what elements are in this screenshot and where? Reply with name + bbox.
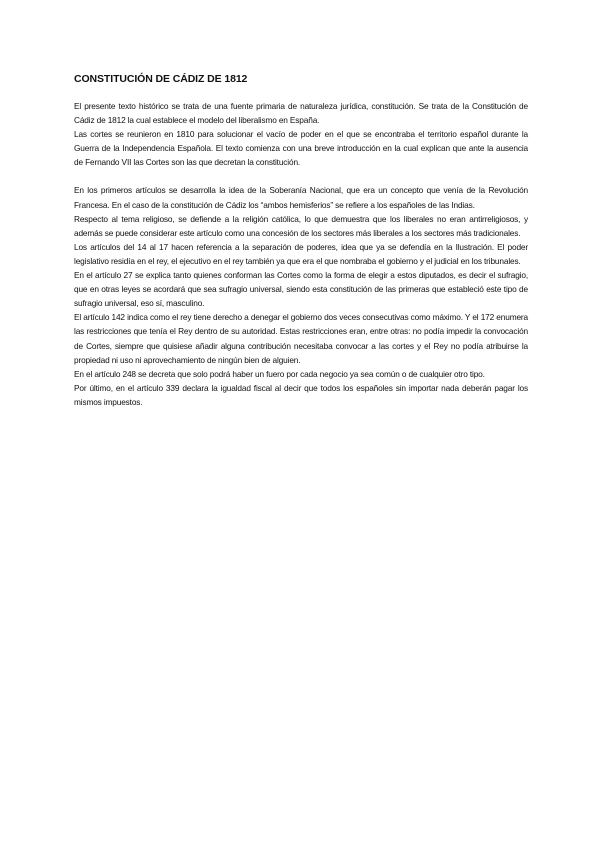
paragraph-articulo-27: En el artículo 27 se explica tanto quienes conforman las Cortes como la forma de elegir a estos diputados, es decir el sufragio, que en otras leyes se acordará que sea sufragio universal, siendo esta constitución de las primeras que estableció este tipo de sufragio universal, eso sí, masculino. bbox=[74, 270, 528, 309]
paragraph-gap bbox=[74, 169, 528, 183]
paragraph-intro-2: Las cortes se reunieron en 1810 para solucionar el vacío de poder en el que se encontraba el territorio español durante la Guerra de la Independencia Española. El texto comienza con una breve introducción en la cual explican que ante la ausencia de Fernando VII las Cortes son las que decretan la constitución. bbox=[74, 129, 528, 168]
paragraph-intro-1: El presente texto histórico se trata de una fuente primaria de naturaleza jurídica, constitución. Se trata de la Constitución de Cádiz de 1812 la cual establece el modelo del liberalismo en España. bbox=[74, 101, 528, 126]
document-title: CONSTITUCIÓN DE CÁDIZ DE 1812 bbox=[74, 73, 248, 85]
paragraph-articulo-142: El artículo 142 indica como el rey tiene derecho a denegar el gobierno dos veces consecutivas como máximo. Y el 172 enumera las restricciones que tenía el Rey dentro de su autoridad. Estas restricciones eran, entre otras: no podía impedir la convocación de Cortes, siempre que quisiese añadir alguna contribución necesitaba convocar a las cortes y el Rey no podía atribuirse la propiedad ni uso ni aprovechamiento de ningún bien de alguien. bbox=[74, 312, 528, 365]
paragraph-separacion-poderes: Los artículos del 14 al 17 hacen referencia a la separación de poderes, idea que ya se defendía en la Ilustración. El poder legislativo residía en el rey, el ejecutivo en el rey también ya que era el que nombraba el gobierno y el judicial en los tribunales. bbox=[74, 241, 528, 266]
document-page bbox=[74, 72, 528, 409]
paragraph-soberania: En los primeros artículos se desarrolla la idea de la Soberanía Nacional, que era un concepto que venía de la Revolución Francesa. En el caso de la constitución de Cádiz los “ambos hemisferios” se refiere a los españoles de las Indias. bbox=[74, 185, 528, 210]
paragraph-articulo-248: En el artículo 248 se decreta que solo podrá haber un fuero por cada negocio ya sea común o de cualquier otro tipo. bbox=[74, 368, 485, 379]
paragraph-religion: Respecto al tema religioso, se defiende a la religión católica, lo que demuestra que los liberales no eran antirreligiosos, y además se puede considerar este artículo como una concesión de los sectores más liberales a los sectores más tradicionales. bbox=[74, 213, 528, 238]
paragraph-articulo-339: Por último, en el artículo 339 declara la igualdad fiscal al decir que todos los españoles sin importar nada deberán pagar los mismos impuestos. bbox=[74, 382, 528, 407]
